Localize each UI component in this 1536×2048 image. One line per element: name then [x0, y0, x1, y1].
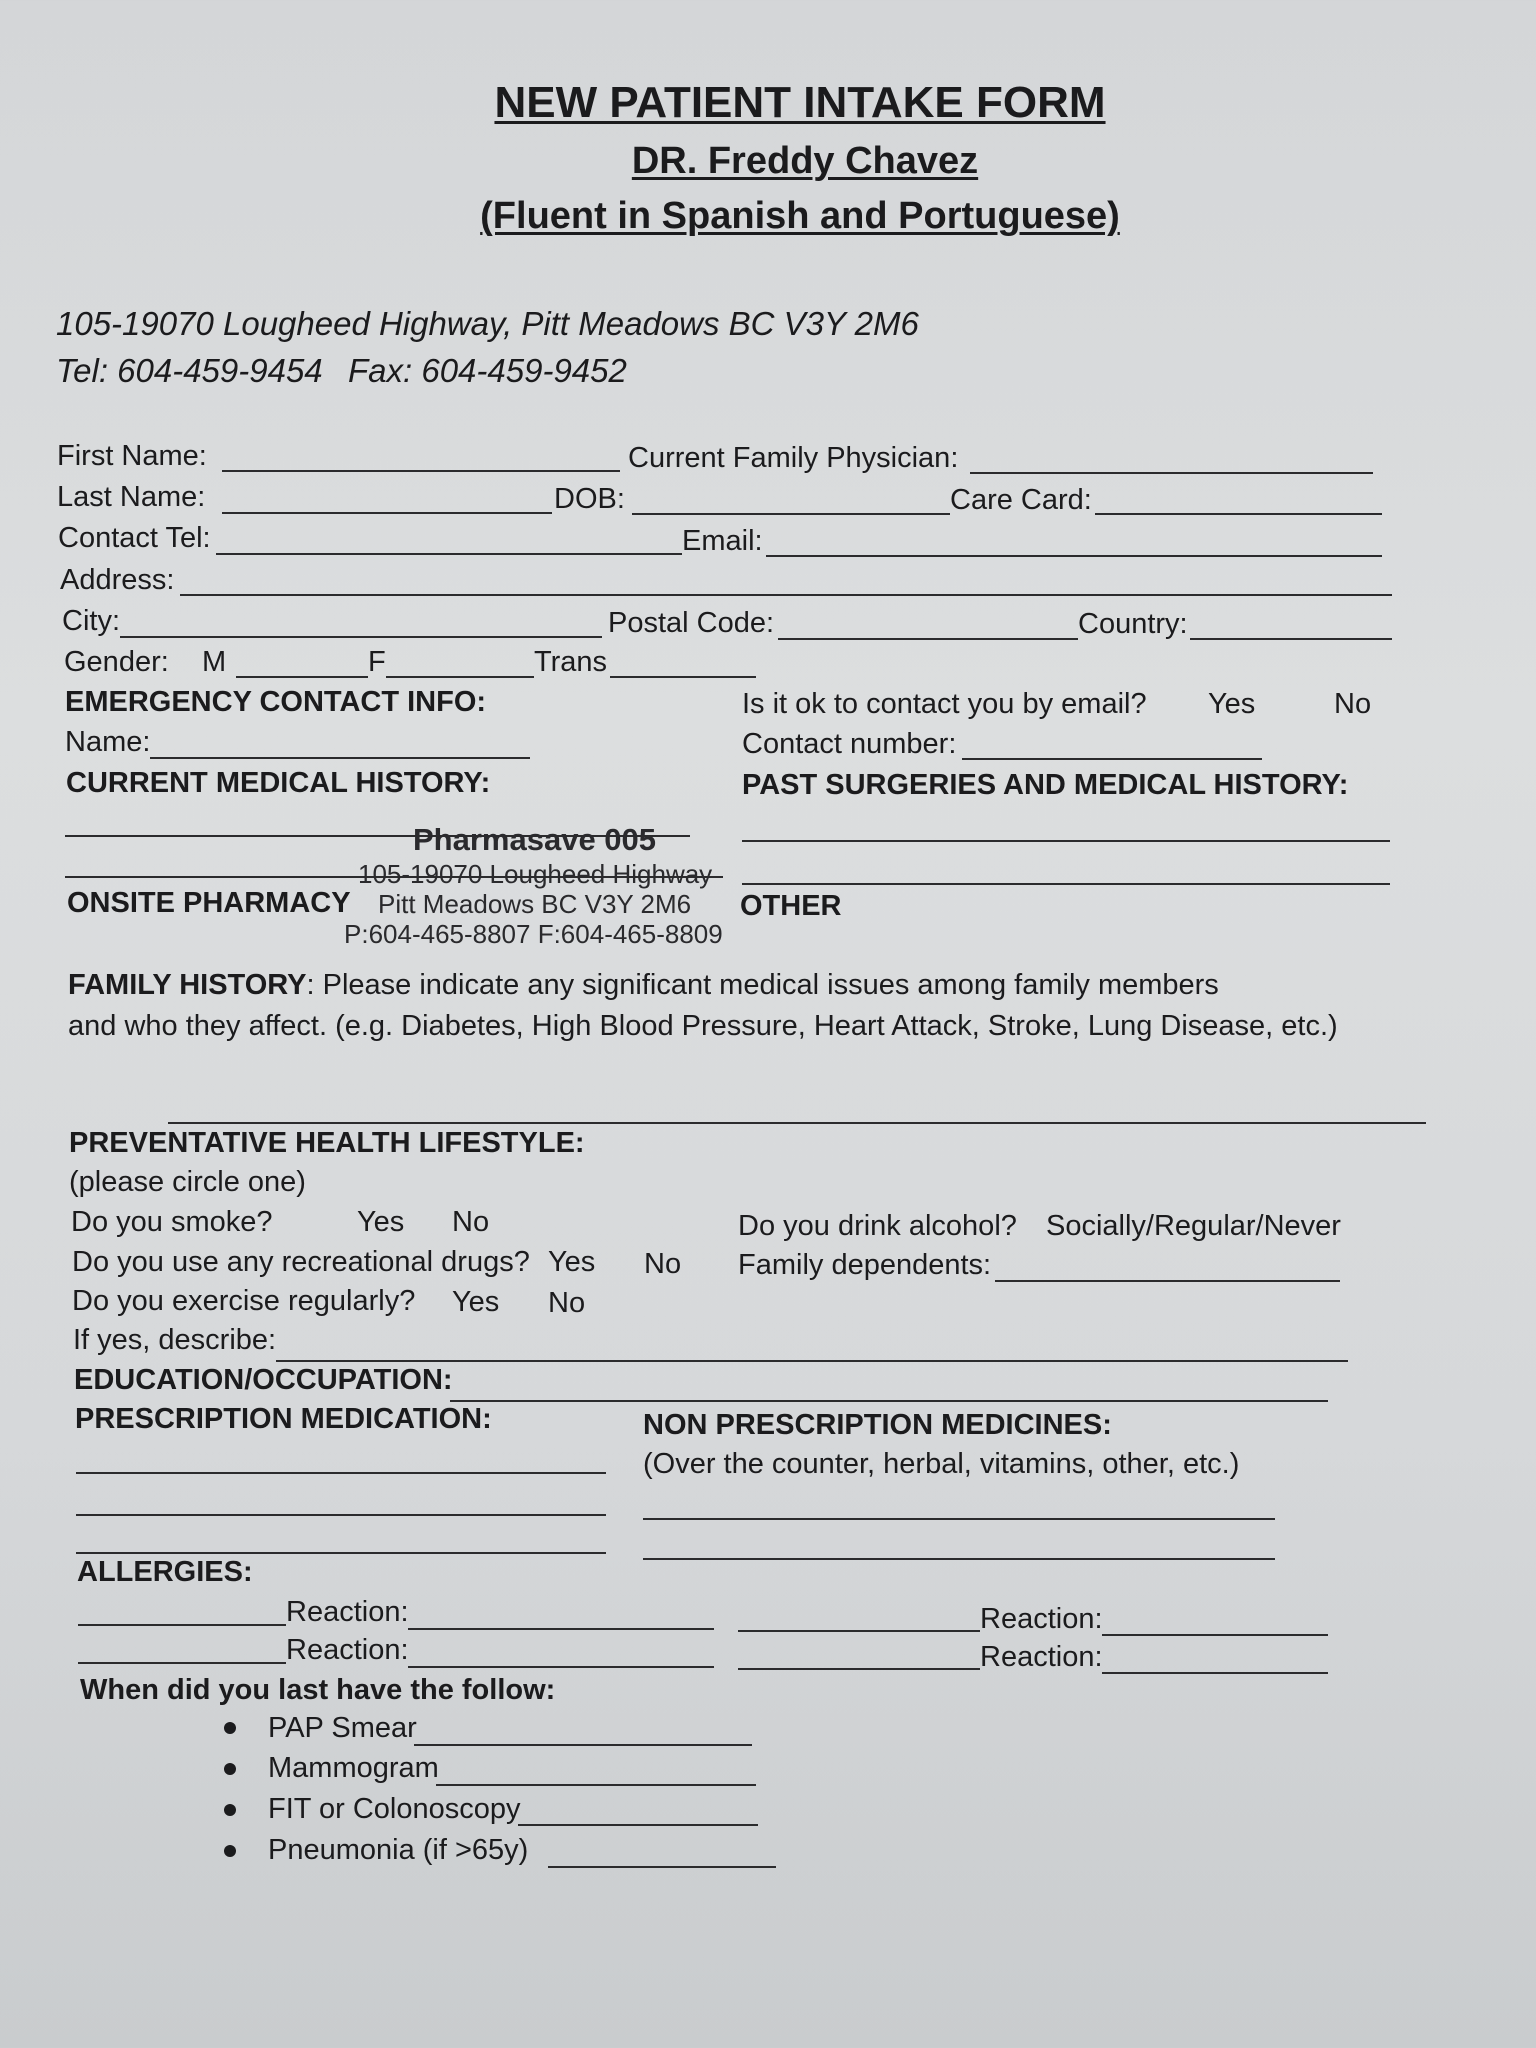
email-label: Email:: [682, 525, 763, 557]
smoke-yes[interactable]: Yes: [357, 1206, 405, 1238]
form-title: NEW PATIENT INTAKE FORM: [494, 78, 1106, 127]
exercise-yes[interactable]: Yes: [452, 1286, 500, 1318]
pneumonia-label: Pneumonia (if >65y): [268, 1834, 529, 1866]
past-history-line-2[interactable]: [742, 883, 1390, 885]
stamp-phones: P:604-465-8807 F:604-465-8809: [344, 919, 723, 949]
bullet-icon: [224, 1845, 236, 1857]
education-occupation-label: EDUCATION/OCCUPATION:: [74, 1364, 453, 1396]
prescription-line-1[interactable]: [76, 1472, 606, 1474]
care-card-label: Care Card:: [950, 484, 1092, 516]
doctor-name: DR. Freddy Chavez: [631, 140, 979, 182]
allergy-4-reaction-field[interactable]: [1102, 1672, 1328, 1674]
gender-label: Gender:: [64, 646, 169, 678]
bullet-icon: [224, 1722, 236, 1734]
family-history-prompt: [68, 969, 1219, 1002]
emergency-name-field[interactable]: [150, 757, 530, 759]
emergency-name-label: Name:: [65, 726, 151, 758]
family-physician-label: Current Family Physician:: [628, 442, 959, 474]
non-prescription-note: (Over the counter, herbal, vitamins, other, etc.): [643, 1448, 1240, 1480]
allergy-2-reaction-label: Reaction:: [980, 1603, 1103, 1635]
email-consent-yes[interactable]: Yes: [1208, 688, 1256, 720]
clinic-address: 105-19070 Lougheed Highway, Pitt Meadows BC V3Y 2M6: [56, 305, 919, 342]
email-field[interactable]: [766, 555, 1382, 557]
city-field[interactable]: [120, 636, 602, 638]
family-history-text-1: : Please indicate any significant medical issues among family members: [306, 969, 1219, 1001]
alcohol-question: Do you drink alcohol?: [738, 1210, 1017, 1242]
country-field[interactable]: [1190, 638, 1392, 640]
bullet-icon: [224, 1763, 236, 1775]
past-surgeries-heading: PAST SURGERIES AND MEDICAL HISTORY:: [742, 769, 1349, 801]
allergy-3-reaction-label: Reaction:: [286, 1634, 409, 1666]
alcohol-options[interactable]: Socially/Regular/Never: [1046, 1210, 1341, 1242]
address-label: Address:: [60, 564, 175, 596]
family-physician-field[interactable]: [970, 472, 1373, 474]
bullet-icon: [224, 1804, 236, 1816]
contact-number-field[interactable]: [962, 758, 1262, 760]
city-label: City:: [62, 605, 120, 637]
current-medical-history-heading: CURRENT MEDICAL HISTORY:: [66, 767, 491, 799]
last-name-label: Last Name:: [57, 481, 206, 513]
past-history-line-1[interactable]: [742, 840, 1390, 842]
non-prescription-heading: NON PRESCRIPTION MEDICINES:: [643, 1409, 1112, 1441]
exercise-no[interactable]: No: [548, 1287, 586, 1319]
email-consent-question: Is it ok to contact you by email?: [742, 688, 1147, 720]
lifestyle-heading: PREVENTATIVE HEALTH LIFESTYLE:: [69, 1127, 585, 1159]
prescription-medication-heading: PRESCRIPTION MEDICATION:: [75, 1403, 492, 1435]
other-label: OTHER: [740, 890, 842, 922]
gender-f-field[interactable]: [386, 676, 534, 678]
postal-code-label: Postal Code:: [608, 607, 775, 639]
prescription-line-3[interactable]: [76, 1552, 606, 1554]
exercise-describe-label: If yes, describe:: [73, 1324, 277, 1356]
drugs-yes[interactable]: Yes: [548, 1246, 596, 1278]
circle-one-instruction: (please circle one): [69, 1166, 306, 1198]
exercise-question: Do you exercise regularly?: [72, 1285, 416, 1317]
prescription-line-2[interactable]: [76, 1514, 606, 1516]
contact-number-label: Contact number:: [742, 728, 957, 760]
allergy-1-reaction-label: Reaction:: [286, 1596, 409, 1628]
dob-field[interactable]: [632, 513, 950, 515]
address-field[interactable]: [180, 594, 1392, 596]
non-prescription-line-1[interactable]: [643, 1518, 1275, 1520]
gender-m-label: M: [202, 646, 227, 678]
pap-smear-field[interactable]: [414, 1744, 752, 1746]
allergies-heading: ALLERGIES:: [77, 1556, 253, 1588]
drugs-no[interactable]: No: [644, 1248, 682, 1280]
fit-colonoscopy-field[interactable]: [518, 1824, 758, 1826]
exercise-describe-field[interactable]: [276, 1360, 1348, 1362]
allergy-2-field[interactable]: [738, 1630, 980, 1632]
clinic-fax: Fax: 604-459-9452: [348, 352, 627, 389]
fit-colonoscopy-label: FIT or Colonoscopy: [268, 1793, 521, 1825]
allergy-1-reaction-field[interactable]: [408, 1628, 714, 1630]
last-had-heading: When did you last have the follow:: [80, 1674, 556, 1706]
first-name-label: First Name:: [57, 440, 207, 472]
family-dependents-label: Family dependents:: [738, 1249, 992, 1281]
care-card-field[interactable]: [1095, 513, 1382, 515]
allergy-4-reaction-label: Reaction:: [980, 1641, 1103, 1673]
gender-m-field[interactable]: [236, 676, 368, 678]
mammogram-label: Mammogram: [268, 1752, 439, 1784]
email-consent-no[interactable]: No: [1334, 688, 1372, 720]
allergy-2-reaction-field[interactable]: [1102, 1634, 1328, 1636]
emergency-contact-heading: EMERGENCY CONTACT INFO:: [65, 686, 487, 718]
drugs-question: Do you use any recreational drugs?: [72, 1246, 530, 1278]
family-history-text-2: and who they affect. (e.g. Diabetes, High Blood Pressure, Heart Attack, Stroke, Lung Disease, etc.): [68, 1010, 1338, 1042]
postal-code-field[interactable]: [778, 638, 1078, 640]
stamp-pharmacy-name: Pharmasave 005: [413, 822, 657, 857]
country-label: Country:: [1078, 608, 1188, 640]
non-prescription-line-2[interactable]: [643, 1558, 1275, 1560]
allergy-1-field[interactable]: [78, 1624, 286, 1626]
languages-note: (Fluent in Spanish and Portuguese): [480, 195, 1120, 237]
pneumonia-field[interactable]: [548, 1866, 776, 1868]
smoke-question: Do you smoke?: [71, 1206, 273, 1238]
gender-trans-label: Trans: [534, 646, 608, 678]
allergy-3-field[interactable]: [78, 1662, 286, 1664]
gender-trans-field[interactable]: [610, 676, 756, 678]
stamp-city: Pitt Meadows BC V3Y 2M6: [378, 889, 692, 919]
family-history-field[interactable]: [168, 1122, 1426, 1124]
contact-tel-label: Contact Tel:: [58, 522, 211, 554]
dob-label: DOB:: [554, 483, 625, 515]
stamp-street: 105-19070 Lougheed Highway: [358, 859, 713, 889]
education-occupation-field[interactable]: [450, 1400, 1328, 1402]
last-name-field[interactable]: [222, 512, 552, 514]
allergy-3-reaction-field[interactable]: [408, 1666, 714, 1668]
smoke-no[interactable]: No: [452, 1206, 490, 1238]
pap-smear-label: PAP Smear: [268, 1712, 417, 1744]
family-dependents-field[interactable]: [995, 1280, 1340, 1282]
allergy-4-field[interactable]: [738, 1668, 980, 1670]
contact-tel-field[interactable]: [216, 553, 682, 555]
family-history-heading: FAMILY HISTORY: [68, 969, 307, 1001]
mammogram-field[interactable]: [436, 1784, 756, 1786]
onsite-pharmacy-label: ONSITE PHARMACY: [67, 887, 351, 919]
gender-f-label: F: [368, 646, 386, 678]
first-name-field[interactable]: [222, 470, 620, 472]
clinic-tel: Tel: 604-459-9454: [56, 352, 323, 389]
